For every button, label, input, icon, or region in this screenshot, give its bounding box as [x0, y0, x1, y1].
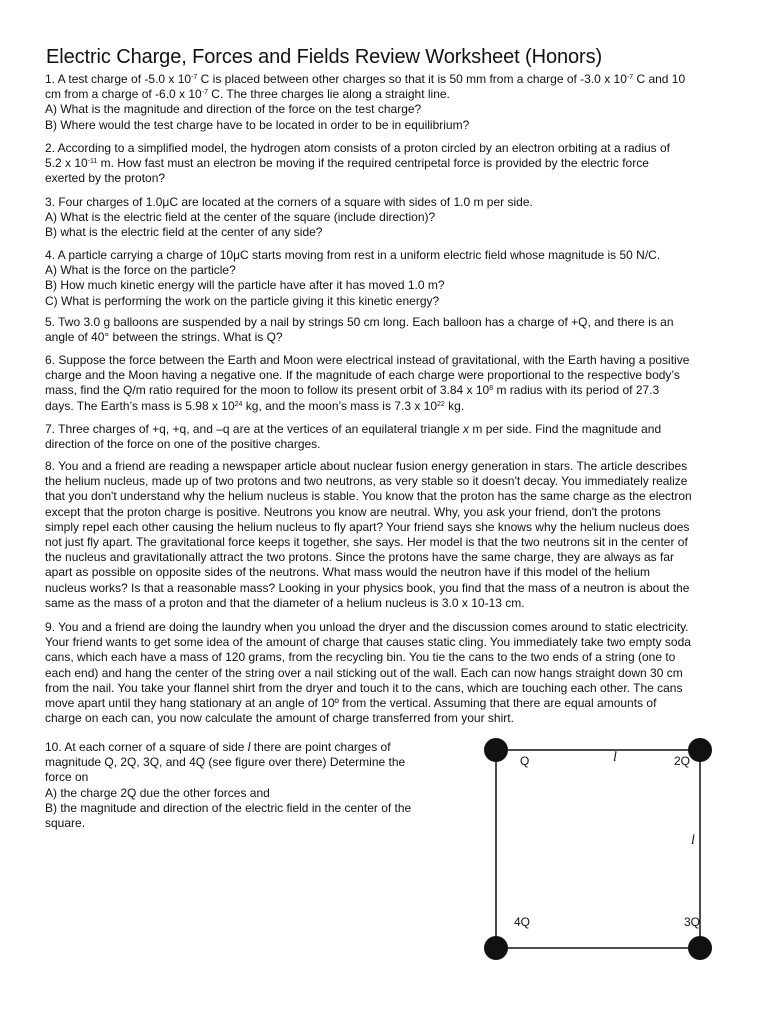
q8-line: except that the proton charge is positive. Neutrons you know are neutral. Why, you ask your friend, don't the protons	[45, 504, 661, 519]
q10-line-1: 10. At each corner of a square of side l there are point charges of	[45, 740, 391, 754]
q4-part-c: C) What is performing the work on the particle giving it this kinetic energy?	[45, 293, 440, 308]
q2-line-2: 5.2 x $10^{-11}$ m. How fast must an electron be moving if the required centripetal force is provided by the electric force	[45, 156, 649, 171]
label-q: Q	[520, 754, 530, 768]
q9-line: cans, which each have a mass of 120 grams, from the recycling bin. You tie the cans to the two ends of a string (one to	[45, 650, 676, 665]
q1-part-b: B) Where would the test charge have to be located in order to be in equilibrium?	[45, 117, 470, 132]
q7-line-1: 7. Three charges of +q, +q, and –q are at the vertices of an equilateral triangle x m per side. Find the magnitude and	[45, 422, 662, 436]
q10-part-b: B) the magnitude and direction of the electric field in the center of the	[45, 800, 412, 815]
q5-line-1: 5. Two 3.0 g balloons are suspended by a nail by strings 50 cm long. Each balloon has a charge of +Q, and there is an	[45, 315, 674, 329]
q4-part-b: B) How much kinetic energy will the particle have after it has moved 1.0 m?	[45, 278, 445, 293]
q9-line: move apart until they hang stationary at an angle of 10º from the vertical. Assuming that there are equal amounts of	[45, 696, 657, 711]
q2-line-1: 2. According to a simplified model, the hydrogen atom consists of a proton circled by an electron orbiting at a radius of	[45, 141, 671, 155]
charge-dot-bottom-left	[484, 936, 508, 960]
q6-line-2: charge and the Moon having a negative one. If the magnitude of each charge were proportional to the respective body’s	[45, 368, 680, 383]
q8-line: simply repel each other causing the helium nucleus to fly apart? Your friend says she knows why the helium nucleus does	[45, 519, 690, 534]
q5-line-2: angle of 40° between the strings. What is Q?	[45, 330, 283, 345]
q9-line: 9. You and a friend are doing the laundry when you unload the dryer and the discussion comes around to static electricity.	[45, 620, 689, 634]
question-3	[45, 195, 725, 241]
q3-line-1: 3. Four charges of 1.0μC are located at the corners of a square with sides of 1.0 m per side.	[45, 195, 533, 209]
q9-line: from the nail. You take your flannel shirt from the dryer and touch it to the cans, which are touching each other. The cans	[45, 680, 683, 695]
question-8	[45, 459, 725, 611]
q8-line: apart as possible on opposite sides of the neutrons. What mass would the neutron have if this model of the helium	[45, 565, 651, 580]
q10-line-2: magnitude Q, 2Q, 3Q, and 4Q (see figure over there) Determine the	[45, 755, 406, 770]
page-title: Electric Charge, Forces and Fields Review Worksheet (Honors)	[46, 46, 603, 68]
label-side-right: l	[691, 833, 695, 848]
label-3q: 3Q	[684, 915, 701, 929]
question-1	[45, 72, 725, 133]
label-4q: 4Q	[514, 915, 531, 929]
question-10	[45, 740, 440, 831]
q3-part-a: A) What is the electric field at the center of the square (include direction)?	[45, 210, 436, 225]
question-4	[45, 248, 725, 309]
charge-dot-top-left	[484, 738, 508, 762]
q6-line-3: mass, find the Q/m ratio required for the moon to follow its present orbit of 3.84 x $10^8$ m radius with its period of 27.3	[45, 383, 660, 398]
q8-line: 8. You and a friend are reading a newspaper article about nuclear fusion energy generation in stars. The article describes	[45, 459, 688, 473]
q10-part-b-cont: square.	[45, 816, 86, 831]
q8-line: nucleus works? Is that a reasonable mass? Looking in your physics book, you find that the mass of a neutron is about the	[45, 580, 690, 595]
charge-dot-bottom-right	[688, 936, 712, 960]
q3-part-b: B) what is the electric field at the center of any side?	[45, 225, 323, 240]
q6-line-4: days. The Earth’s mass is 5.98 x $10^{24}$ kg, and the moon’s mass is 7.3 x $10^{22}$ kg.	[45, 398, 465, 413]
charge-dot-top-right	[688, 738, 712, 762]
q9-line: each end) and hang the center of the string over a nail sticking out of the wall. Each can now hangs straight down 30 cm	[45, 665, 683, 680]
q8-line: the nucleus and gravitationally attract the two protons. Since the protons have the same charge, they are always as far	[45, 550, 675, 565]
q4-part-a: A) What is the force on the particle?	[45, 263, 236, 278]
label-2q: 2Q	[674, 754, 691, 768]
q1-part-a: A) What is the magnitude and direction of the force on the test charge?	[45, 102, 422, 117]
q4-line-1: 4. A particle carrying a charge of 10μC starts moving from rest in a uniform electric field whose magnitude is 50 N/C.	[45, 248, 661, 262]
question-2	[45, 141, 725, 187]
q9-line: Your friend wants to get some idea of the amount of charge that causes static cling. You immediately take two empty soda	[45, 635, 691, 650]
q2-line-3: exerted by the proton?	[45, 171, 166, 186]
question-6	[45, 353, 725, 414]
q7-line-2: direction of the force on one of the positive charges.	[45, 437, 321, 452]
label-side-top: l	[613, 750, 617, 765]
q10-line-3: force on	[45, 770, 89, 785]
q8-line: that you don't understand why the helium nucleus is stable. You know that the proton has the same charge as the electron	[45, 489, 692, 504]
q6-line-1: 6. Suppose the force between the Earth and Moon were electrical instead of gravitational, with the Earth having a positive	[45, 353, 690, 367]
q8-line: the helium nucleus, made up of two protons and two neutrons, as very stable so it doesn't decay. You immediately realize	[45, 474, 688, 489]
q10-part-a: A) the charge 2Q due the other forces and	[45, 785, 270, 800]
q1-line-1: 1. A test charge of -5.0 x $10^{-7}$ C is placed between other charges so that it is 50 mm from a charge of -3.0 x $10^{-7}$ C and 10	[45, 72, 686, 86]
question-7	[45, 422, 725, 452]
question-5	[45, 315, 725, 345]
q1-line-2: cm from a charge of -6.0 x $10^{-7}$ C. The three charges lie along a straight line.	[45, 87, 450, 102]
square-charges-figure	[480, 733, 720, 965]
question-9	[45, 620, 725, 726]
q8-line: same as the mass of a proton and that the diameter of a helium nucleus is 3.0 x 10-13 cm.	[45, 595, 525, 610]
q8-line: not just fly apart. The gravitational force keeps it together, she says. Her model is that the two neutrons sit in the center of	[45, 535, 688, 550]
q9-line: charge on each can, you now calculate the amount of charge transferred from your shirt.	[45, 711, 514, 726]
